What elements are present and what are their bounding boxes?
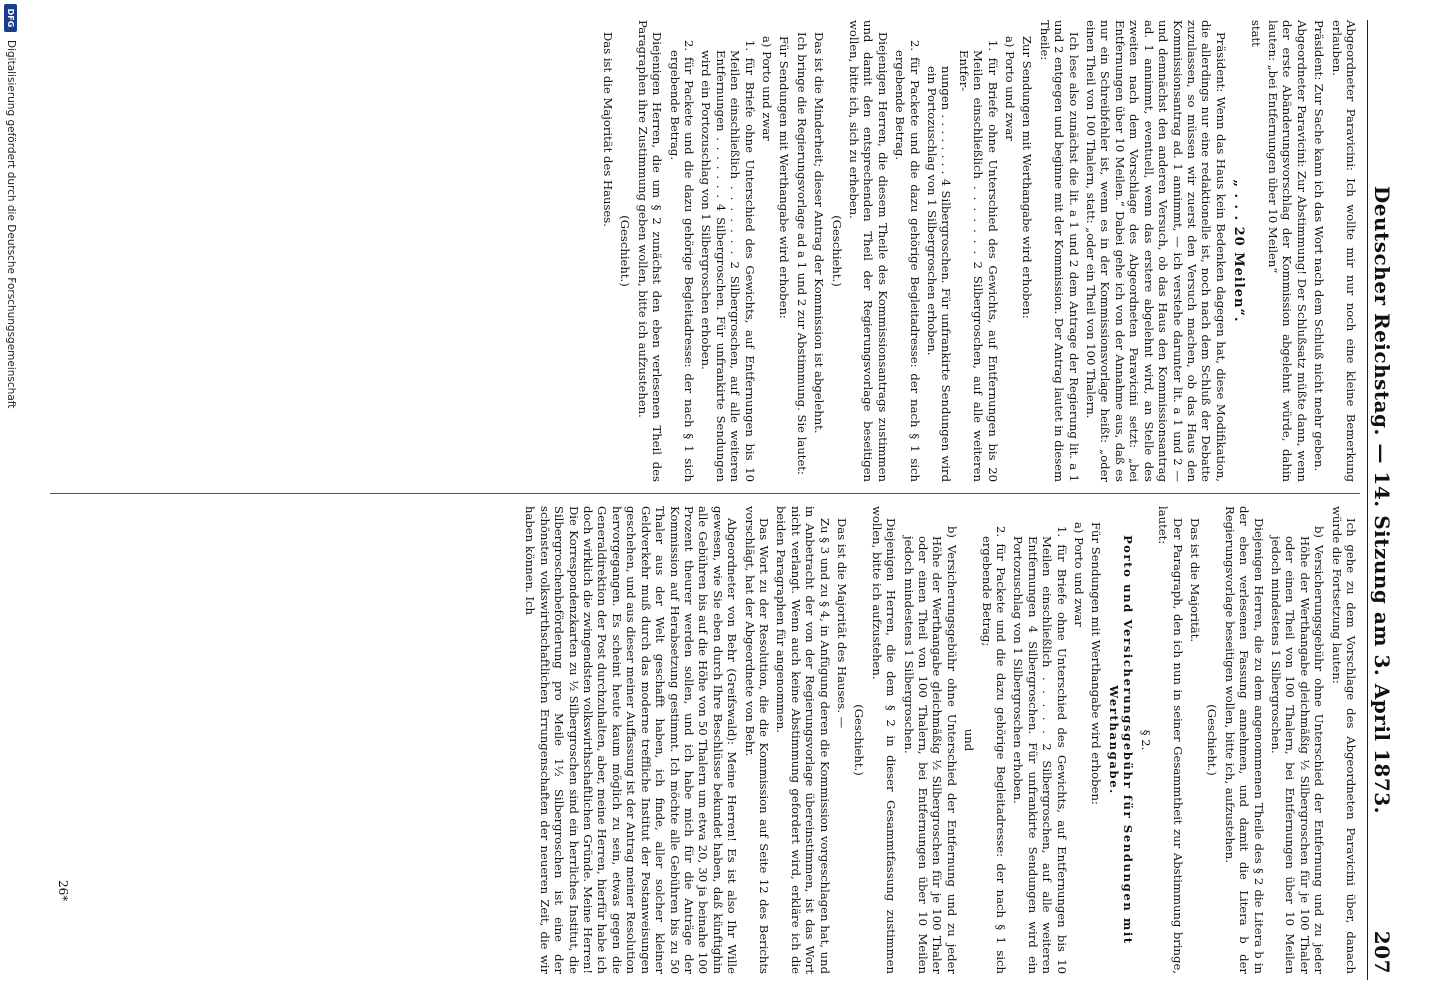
paragraph: Zu § 3 und zu § 4, in Anfügung deren die Kommission vorgeschlagen hat, und in Anbetracht der von der Regierungsvorlage übereinstimmen, ist das Wort nicht verlangt. Wenn auch keine Abstimmung gefordert wird, erkläre ich die beiden Paragraphen für angenommen. (774, 506, 832, 974)
paragraph: b) Versicherungsgebühr ohne Unterschied der Entfernung und zu jeder Höhe der Werthangabe gleichmäßig ½ Silbergroschen für je 100 Thaler oder einen Theil von 100 Thalern, bei Entfernungen über 10 Meilen jedoch mindestens 1 Silbergroschen. (1268, 526, 1327, 974)
paragraph: Das ist die Majorität des Hauses. — (835, 518, 849, 729)
paragraph: „ . . . 20 Meilen“. (1231, 179, 1247, 323)
paragraph: Der Paragraph, den ich nun in seiner Gesammtheit zur Abstimmung bringe, lautet: (1156, 506, 1185, 974)
paragraph: a) Porto und zwar (1072, 522, 1087, 627)
page-number: 207 (1370, 930, 1394, 974)
paragraph: b) Versicherungsgebühr ohne Unterschied der Entfernung und zu jeder Höhe der Werthangabe gleichmäßig ½ Silbergroschen für je 100 Thaler oder einen Theil von 100 Thalern, bei Entfernungen über 10 Meilen jedoch mindestens 1 Silbergroschen. (901, 526, 959, 974)
paragraph: 1. für Briefe ohne Unterschied des Gewichts, auf Entfernungen bis 20 Meilen einschließlich . . . . . . . 2 Silbergroschen, auf alle weiteren Entfer- (956, 40, 1000, 482)
paragraph: Für Sendungen mit Werthangabe wird erhoben: (1089, 522, 1104, 805)
paragraph: (Geschieht.) (852, 704, 867, 776)
paragraph: (Geschieht.) (1205, 704, 1220, 776)
paragraph: a) Porto und zwar (1003, 36, 1018, 141)
paragraph: Diejenigen Herren, die diesem Theile des Kommissionsantrags zustimmen und damit den entsprechenden Theil der Regierungsvorlage beseitigen wollen, bitte ich, sich zu erheben. (847, 20, 890, 482)
paragraph: Das Wort zu der Resolution, die die Kommission auf Seite 12 des Berichts vorschlägt, hat der Abgeordnete von Behr. (742, 506, 771, 974)
paragraph: Diejenigen Herren, die zu dem angenommenen Theile des § 2 die Litera b in der eben verlesenen Fassung annehmen, und damit die Litera b der Regierungsvorlage beseitigen wollen, bitte ich, aufzustehen. (1222, 506, 1266, 974)
paragraph: 2. für Packete und die dazu gehörige Begleitadresse: der nach § 1 sich ergebende Betrag. (893, 40, 922, 482)
paragraph: und (962, 728, 977, 752)
page-header (1367, 20, 1394, 980)
left-column (38, 20, 1358, 482)
paragraph: Ich lese also zunächst die lit. a 1 und 2 dem Antrage der Regierung lit. a 1 und 2 entgegen und beginne mit der Kommission. Der Antrag lautet in diesem Theile: (1037, 20, 1081, 482)
digitization-footer (2, 0, 18, 1000)
right-column (38, 506, 1358, 974)
paragraph: Präsident: Wenn das Haus kein Bedenken dagegen hat, diese Modifikation, die allerdings nur eine redaktionelle ist, noch nach dem Schluß der Debatte zuzulassen, so müssen wir zuerst den Versuch machen, ob das Haus den Kommissionsantrag ad. 1 annimmt, — ich verstehe darunter lit. a 1 und 2 — und demnächst den anderen Versuch, ob das Haus den Kommissionsantrag ad. 1 annimmt, eventuell, wenn das erstere abgelehnt wird, an Stelle des zweiten nach dem Vorschlage des Abgeordneten Paravicini setzt: „bei Entfernungen über 10 Meilen.“ Dabei gehe ich von der Annahme aus, daß es nur ein Schreibfehler ist, wenn es in der Kommissionsvorlage heißt: „oder einen Theil von 100 Thalern, statt: „oder ein Theil von 100 Thalern. (1084, 20, 1228, 482)
paragraph: Ich gehe zu dem Vorschlage des Abgeordneten Paravicini über, danach würde die Fortsetzung lauten: (1329, 506, 1358, 974)
paragraph: Zur Sendungen mit Werthangabe wird erhoben: (1020, 36, 1035, 319)
paragraph: Diejenigen Herren, die dem § 2 in dieser Gesammtfassung zustimmen wollen, bitte ich aufzustehen. (869, 506, 899, 974)
paragraph: statt (1248, 20, 1263, 47)
paragraph: (Geschieht.) (829, 215, 844, 287)
paragraph: Diejenigen Herren, die um § 2 zunächst den eben verlesenen Theil des Paragraphen ihre Zustimmung geben wollen, bitte ich aufzustehen. (635, 20, 665, 482)
paragraph: Abgeordneter Paravicini: Ich wollte mir nur noch eine kleine Bemerkung erlauben. (1329, 20, 1358, 482)
paragraph: 1. für Briefe ohne Unterschied des Gewichts, auf Entfernungen bis 10 Meilen einschließlich . . . . . . . 2 Silbergroschen, auf alle weiteren Entfernungen . . . . . . . 4 Silbergroschen. Für unfrankirte Sendungen wird ein Portozuschlag von 1 Silbergroschen erhoben. (699, 40, 757, 482)
page-title: Deutscher Reichstag. — 14. Sitzung am 3. April 1873. (1370, 185, 1394, 815)
paragraph: Das ist die Majorität des Hauses. (600, 32, 615, 227)
paragraph: nungen . . . . . . . . 4 Silbergroschen. Für unfrankirte Sendungen wird ein Portozuschlag von 1 Silbergroschen erhoben. (925, 66, 954, 482)
column-divider (50, 493, 1360, 494)
section-number: § 2. (1138, 729, 1153, 751)
paragraph: 2. für Packete und die dazu gehörige Begleitadresse: der nach § 1 sich ergebende Betrag. (667, 40, 696, 482)
paragraph: 2. für Packete und die dazu gehörige Begleitadresse: der nach § 1 sich ergebende Betrag; (979, 526, 1009, 974)
paragraph: a) Porto und zwar (759, 36, 774, 141)
paragraph: Ich bringe die Regierungsvorlage ad a 1 und 2 zur Abstimmung. Sie lautet: (794, 32, 809, 475)
signature-mark: 26* (56, 880, 70, 902)
paragraph: Abgeordneter Paravicini: Zur Abstimmung! Der Schlußsatz müßte dann, wenn der erste Abänderungsvorschlag der Kommission abgelehnt würde, dahin lauten: „bei Entfernungen über 10 Meilen“ (1265, 20, 1309, 482)
paragraph: 1. für Briefe ohne Unterschied des Gewichts, auf Entfernungen bis 10 Meilen einschließlich . . . . . 2 Silbergroschen, auf alle weiteren Entfernungen 4 Silbergroschen. Für unfrankirte Sendungen wird ein Portozuschlag von 1 Silbergroschen erhoben. (1011, 526, 1069, 974)
paragraph: Präsident: Zur Sache kann ich das Wort nach dem Schluß nicht mehr geben. (1312, 20, 1327, 472)
paragraph: Abgeordneter von Behr (Greifswald): Meine Herren! Es ist also Ihr Wille gewesen, wie Sie eben durch Ihre Beschlüsse bekundet haben, daß künftighin alle Gebühren bis auf die Höhe von 50 Thalern um etwa 20, 30 ja beinahe 100 Prozent theurer werden sollen, und ich habe mich für die Anträge der Kommission auf Herabsetzung gestimmt. Ich möchte alle Gebühren bis zu 50 Thaler aus der Welt geschafft haben, ich finde, aller solcher kleiner Geldverkehr muß durch das moderne treffliche Institut der Postanweisungen geschehen, und aus dieser meiner Auffassung ist der Antrag meiner Resolution hervorgegangen. Es scheint heute kaum möglich zu sein, etwas gegen die Generaldirektion der Post durchzuhalten, aber, meine Herren, hierfür habe ich doch wirklich die zwingendsten volkswirthschaftlichen Gründe. Meine Herren! Die Korrespondenzkarten zu ½ Silbergroschen sind ein herrliches Institut, die Silbergroschenbeförderung pro Meile 1½ Silbergroschen ist eine der schönsten volkswirthschaftlichen Errungenschaften der neueren Zeit, die wir haben können. Ich (523, 506, 740, 974)
paragraph: Das ist die Majorität. (1187, 518, 1202, 643)
dfg-logo: DFG (4, 4, 17, 32)
paragraph: Für Sendungen mit Werthangabe wird erhoben: (777, 36, 792, 319)
footer-text: Digitalisierung gefördert durch die Deutsche Forschungsgemeinschaft (5, 40, 17, 409)
paragraph: (Geschieht.) (618, 215, 633, 287)
paragraph: Das ist die Minderheit; dieser Antrag der Kommission ist abgelehnt. (812, 32, 827, 434)
section-title: Porto und Versicherungsgebühr für Sendungen mit Werthangabe. (1106, 535, 1136, 945)
